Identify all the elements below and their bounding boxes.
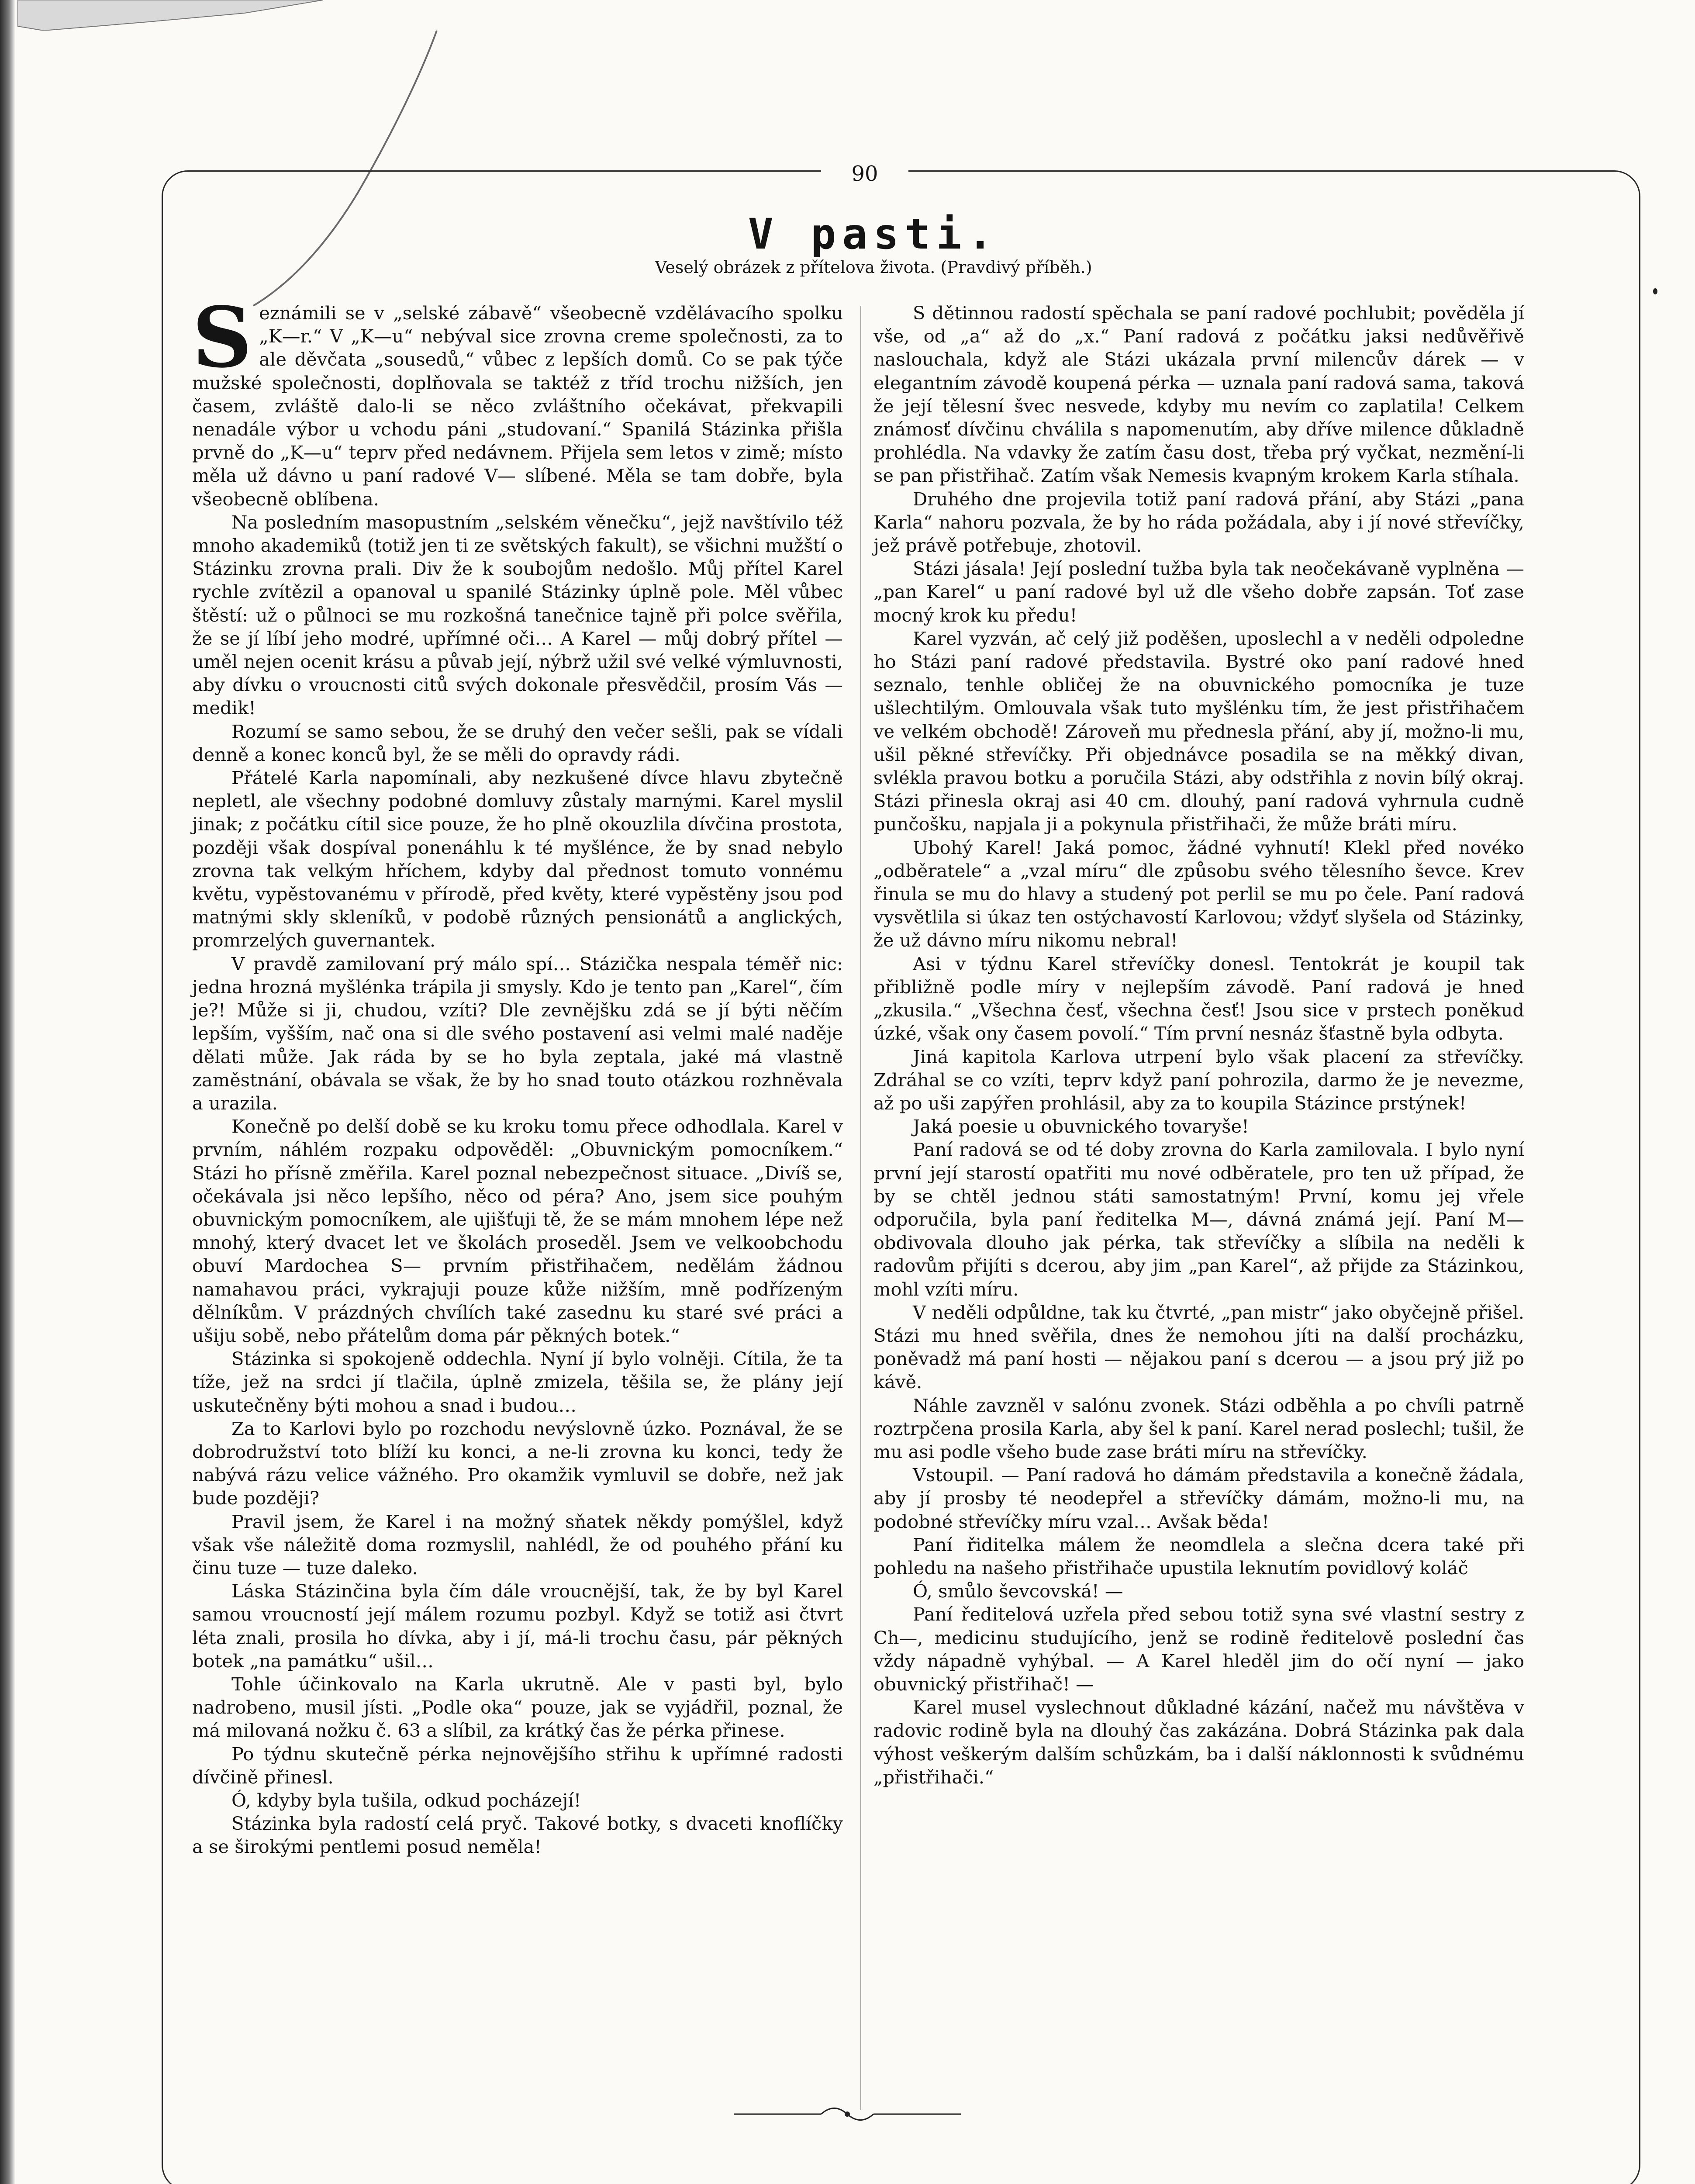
paragraph: Ó, kdyby byla tušila, odkud pocházejí!	[231, 1790, 581, 1811]
paragraph: Karel musel vyslechnout důkladné kázání, načež mu návštěva v radovic rodině byla na dlouhý čas zakázána. Dobrá Stázinka pak dala výhost veškerým dalším schůzkám, ba i další náklonnosti k svůdnému „přistřihači.“	[873, 1697, 1524, 1788]
paragraph: Vstoupil. — Paní radová ho dámám představila a konečně žádala, aby jí prosby té neodepřel a střevíčky dámám, možno-li mu, na podobné střevíčky míru vzal… Avšak běda!	[873, 1464, 1524, 1532]
paragraph: Láska Stázinčina byla čím dále vroucnější, tak, že by byl Karel samou vroucností její málem rozumu pozbyl. Když se totiž asi čtvrt léta znali, prosila ho dívka, aby i jí, má-li trochu času, pár pěkných botek „na památku“ ušil…	[192, 1580, 843, 1672]
paragraph: Za to Karlovi bylo po rozchodu nevýslovně úzko. Poznával, že se dobrodružství toto blíží ku konci, a ne-li zrovna ku konci, tedy že nabývá rázu velice vážného. Pro okamžik vymluvil se dobře, než jak bude později?	[192, 1417, 843, 1509]
paragraph: Paní ředitelová uzřela před sebou totiž syna své vlastní sestry z Ch—, medicinu studujícího, jenž se rodině ředitelově poslední čas vždy nápadně vyhýbal. — A Karel hleděl jim do očí nyní — jako obuvnický přistřihač! —	[873, 1603, 1524, 1695]
paragraph: Druhého dne projevila totiž paní radová přání, aby Stázi „pana Karla“ nahoru pozvala, že by ho ráda požádala, aby i jí nové střevíčky, jež právě potřebuje, zhotovil.	[873, 488, 1524, 556]
paragraph: Ubohý Karel! Jaká pomoc, žádné vyhnutí! Klekl před novéko „odběratele“ a „vzal míru“ dle způsobu svého tělesního ševce. Krev řinula se mu do hlavy a studený pot perlil se mu po čele. Paní radová vysvětlila si úkaz ten ostýchavostí Karlovou; vždyť slyšela od Stázinky, že už dávno míru nikomu nebral!	[873, 836, 1524, 951]
paragraph: V pravdě zamilovaní prý málo spí… Stázička nespala téměř nic: jedna hrozná myšlénka trápila ji smysly. Kdo je tento pan „Karel“, čím je?! Může si ji, chudou, vzíti? Dle zevnějšku zdá se jí býti něčím lepším, vyšším, nač ona si dle svého postavení asi velmi malé naděje dělati může. Jak ráda by se ho byla zeptala, jaké má vlastně zaměstnání, obávala se však, že by ho snad touto otázkou rozhněvala a urazila.	[192, 953, 843, 1114]
paragraph: Jiná kapitola Karlova utrpení bylo však placení za střevíčky. Zdráhal se co vzíti, teprv když paní pohrozila, darmo že je nevezme, až po uši zapýřen prohlásil, aby za to koupila Stázince prstýnek!	[873, 1046, 1524, 1114]
paragraph: Přátelé Karla napomínali, aby nezkušené dívce hlavu zbytečně nepletl, ale všechny podobné domluvy zůstaly marnými. Karel myslil jinak; z počátku cítil sice pouze, že ho plně okouzlila dívčina prostota, později však dospíval ponenáhlu k té myšlénce, že by snad nebylo zrovna tak velkým hříchem, kdyby dal přednost tomuto vonnému květu, vypěstovanému v přírodě, před květy, které vypěstěny jsou pod matnými skly skleníků, v podobě různých pensionátů a anglických, promrzelých guvernantek.	[192, 767, 843, 951]
left-column	[192, 289, 843, 1859]
paragraph: Rozumí se samo sebou, že se druhý den večer sešli, pak se vídali denně a konec konců byl, že se měli do opravdy rádi.	[192, 720, 843, 765]
paragraph: Konečně po delší době se ku kroku tomu přece odhodlala. Karel v prvním, náhlém rozpaku odpověděl: „Obuvnickým pomocníkem.“ Stázi ho přísně změřila. Karel poznal nebezpečnost situace. „Divíš se, očekávala jsi něco lepšího, něco od péra? Ano, jsem sice pouhým obuvnickým pomocníkem, ale ujišťuji tě, že se mám mnohem lépe než mnohý, který dvacet let ve školách proseděl. Jsem ve velkoobchodu obuví Mardochea S— prvním přistřihačem, nedělám žádnou namahavou práci, vykrajuji pouze kůže nižším, mně podřízeným dělníkům. V prázdných chvílích také zasednu ku staré své práci a ušiju sobě, nebo přátelům doma pár pěkných botek.“	[192, 1116, 843, 1346]
paragraph: Ó, smůlo ševcovská! —	[913, 1580, 1123, 1602]
paragraph: Karel vyzván, ač celý již poděšen, uposlechl a v neděli odpoledne ho Stázi paní radové představila. Bystré oko paní radové hned seznalo, tenhle obličej že na obuvnického pomocníka je tuze ušlechtilým. Omlouvala však tuto myšlénku tím, že jest přistřihačem ve velkém obchodě! Zároveň mu přednesla přání, aby jí, možno-li mu, ušil pěkné střevíčky. Při objednávce posadila se na měkký divan, svlékla pravou botku a poručila Stázi, aby odstřihla z novin bílý okraj. Stázi přinesla okraj asi 40 cm. dlouhý, paní radová vyhrnula cudně punčošku, napjala ji a pokynula přistřihači, že může bráti míru.	[873, 627, 1524, 835]
paragraph	[192, 289, 843, 511]
page-number: 90	[821, 162, 908, 186]
column-rule	[860, 306, 861, 2110]
right-column	[873, 301, 1524, 1789]
paragraph: Náhle zavzněl v salónu zvonek. Stázi odběhla a po chvíli patrně roztrpčena prosila Karla, aby šel k paní. Karel nerad poslechl; tušil, že mu asi podle všeho bude zase bráti míru na střevíčky.	[873, 1394, 1524, 1462]
end-ornament	[734, 2105, 961, 2123]
article-title: V pasti.	[748, 210, 999, 259]
scan-edge-left	[0, 0, 15, 2184]
paragraph: S dětinnou radostí spěchala se paní radové pochlubit; pověděla jí vše, od „a“ až do „x.“ Paní radová z počátku jaksi nedůvěřivě naslouchala, když ale Stázi ukázala první milencův dárek — v elegantním závodě koupená pérka — uznala paní radová sama, taková že její tělesní švec nesvede, kdyby mu nevím co zaplatila! Celkem známosť dívčinu chválila s napomenutím, aby dříve milence důkladně prohlédla. Na vdavky že zatím času dost, třeba prý vyčkat, nezmění-li se pan přistřihač. Zatím však Nemesis kvapným krokem Karla stíhala.	[873, 302, 1524, 487]
paragraph: Stázi jásala! Její poslední tužba byla tak neočekávaně vyplněna — „pan Karel“ u paní radové byl už dle všeho dobře zapsán. Toť zase mocný krok ku předu!	[873, 558, 1524, 626]
ink-speck	[1653, 288, 1657, 294]
paragraph: Asi v týdnu Karel střevíčky donesl. Tentokrát je koupil tak přibližně podle míry v nejlepším závodě. Paní radová je hned „zkusila.“ „Všechna česť, všechna česť! Jsou sice v prstech poněkud úzké, však ony časem povolí.“ Tím první nesnáz šťastně byla odbyta.	[873, 953, 1524, 1044]
paragraph: Jaká poesie u obuvnického tovaryše!	[913, 1116, 1249, 1137]
paragraph: Po týdnu skutečně pérka nejnovějšího střihu k upřímné radosti dívčině přinesl.	[192, 1743, 843, 1788]
paragraph-text: eznámili se v „selské zábavě“ všeobecně vzdělávacího spolku „K—r.“ V „K—u“ nebýval sice zrovna creme společnosti, za to ale děvčata „sousedů,“ vůbec z lepších domů. Co se pak týče mužské společnosti, doplňovala se taktéž z tříd trochu nižších, jen časem, zvláště dalo-li se něco zvláštního očekávat, překvapili nenadále výbor u vchodu páni „studovaní.“ Spanilá Stázinka přišla prvně do „K—u“ teprv před nedávnem. Přijela sem letos v zimě; místo měla už dávno u paní radové V— slíbené. Měla se tam dobře, byla všeobecně oblíbena.	[192, 302, 843, 510]
drop-cap: S	[192, 289, 252, 386]
paragraph: Stázinka byla radostí celá pryč. Takové botky, s dvaceti knoflíčky a se širokými pentlemi posud neměla!	[192, 1813, 843, 1858]
paragraph: Paní řiditelka málem že neomdlela a slečna dcera také při pohledu na našeho přistřihače upustila leknutím povidlový koláč	[873, 1534, 1524, 1579]
paragraph: Tohle účinkovalo na Karla ukrutně. Ale v pasti byl, bylo nadrobeno, musil jísti. „Podle oka“ pouze, jak se vyjádřil, poznal, že má milovaná nožku č. 63 a slíbil, za krátký čas že pérka přinese.	[192, 1673, 843, 1742]
paragraph: V neděli odpůldne, tak ku čtvrté, „pan mistr“ jako obyčejně přišel. Stázi mu hned svěřila, dnes že nemohou jíti na další procházku, poněvadž má paní hosti — nějakou paní s dcerou — a jsou prý již po kávě.	[873, 1301, 1524, 1393]
article-subtitle: Veselý obrázek z přítelova života. (Pravdivý příběh.)	[655, 258, 1092, 277]
paragraph: Na posledním masopustním „selském věnečku“, jejž navštívilo též mnoho akademiků (totiž jen ti ze světských fakult), se všichni mužští o Stázinku zrovna prali. Div že k soubojům nedošlo. Můj přítel Karel rychle zvítězil a opanoval u spanilé Stázinky úplně pole. Měl vůbec štěstí: už o půlnoci se mu rozkošná tanečnice tajně při polce svěřila, že se jí líbí jeho modré, upřímné oči… A Karel — můj dobrý přítel — uměl nejen ocenit krásu a půvab její, nýbrž užil své velké výmluvnosti, aby dívku o vroucnosti citů svých dokonale přesvědčil, prosím Vás — medik!	[192, 511, 843, 719]
paragraph: Pravil jsem, že Karel i na možný sňatek někdy pomýšlel, když však vše náležitě doma rozmyslil, nahlédl, že od pouhého přání ku činu tuze — tuze daleko.	[192, 1510, 843, 1579]
paragraph: Paní radová se od té doby zrovna do Karla zamilovala. I bylo nyní první její starostí opatřiti mu nové odběratele, pro ten už případ, že by se chtěl jednou státi samostatným! První, komu jej vřele odporučila, byla paní ředitelka M—, dávná známá její. Paní M— obdivovala dlouho jak pérka, tak střevíčky a slíbila na neděli k radovům přijíti s dcerou, aby jim „pan Karel“, až přijde za Stázinkou, mohl vzíti míru.	[873, 1139, 1524, 1300]
paragraph: Stázinka si spokojeně oddechla. Nyní jí bylo volněji. Cítila, že ta tíže, jež na srdci jí tlačila, úplně zmizela, těšila se, že plány její uskutečněny býti mohou a snad i budou…	[192, 1348, 843, 1416]
